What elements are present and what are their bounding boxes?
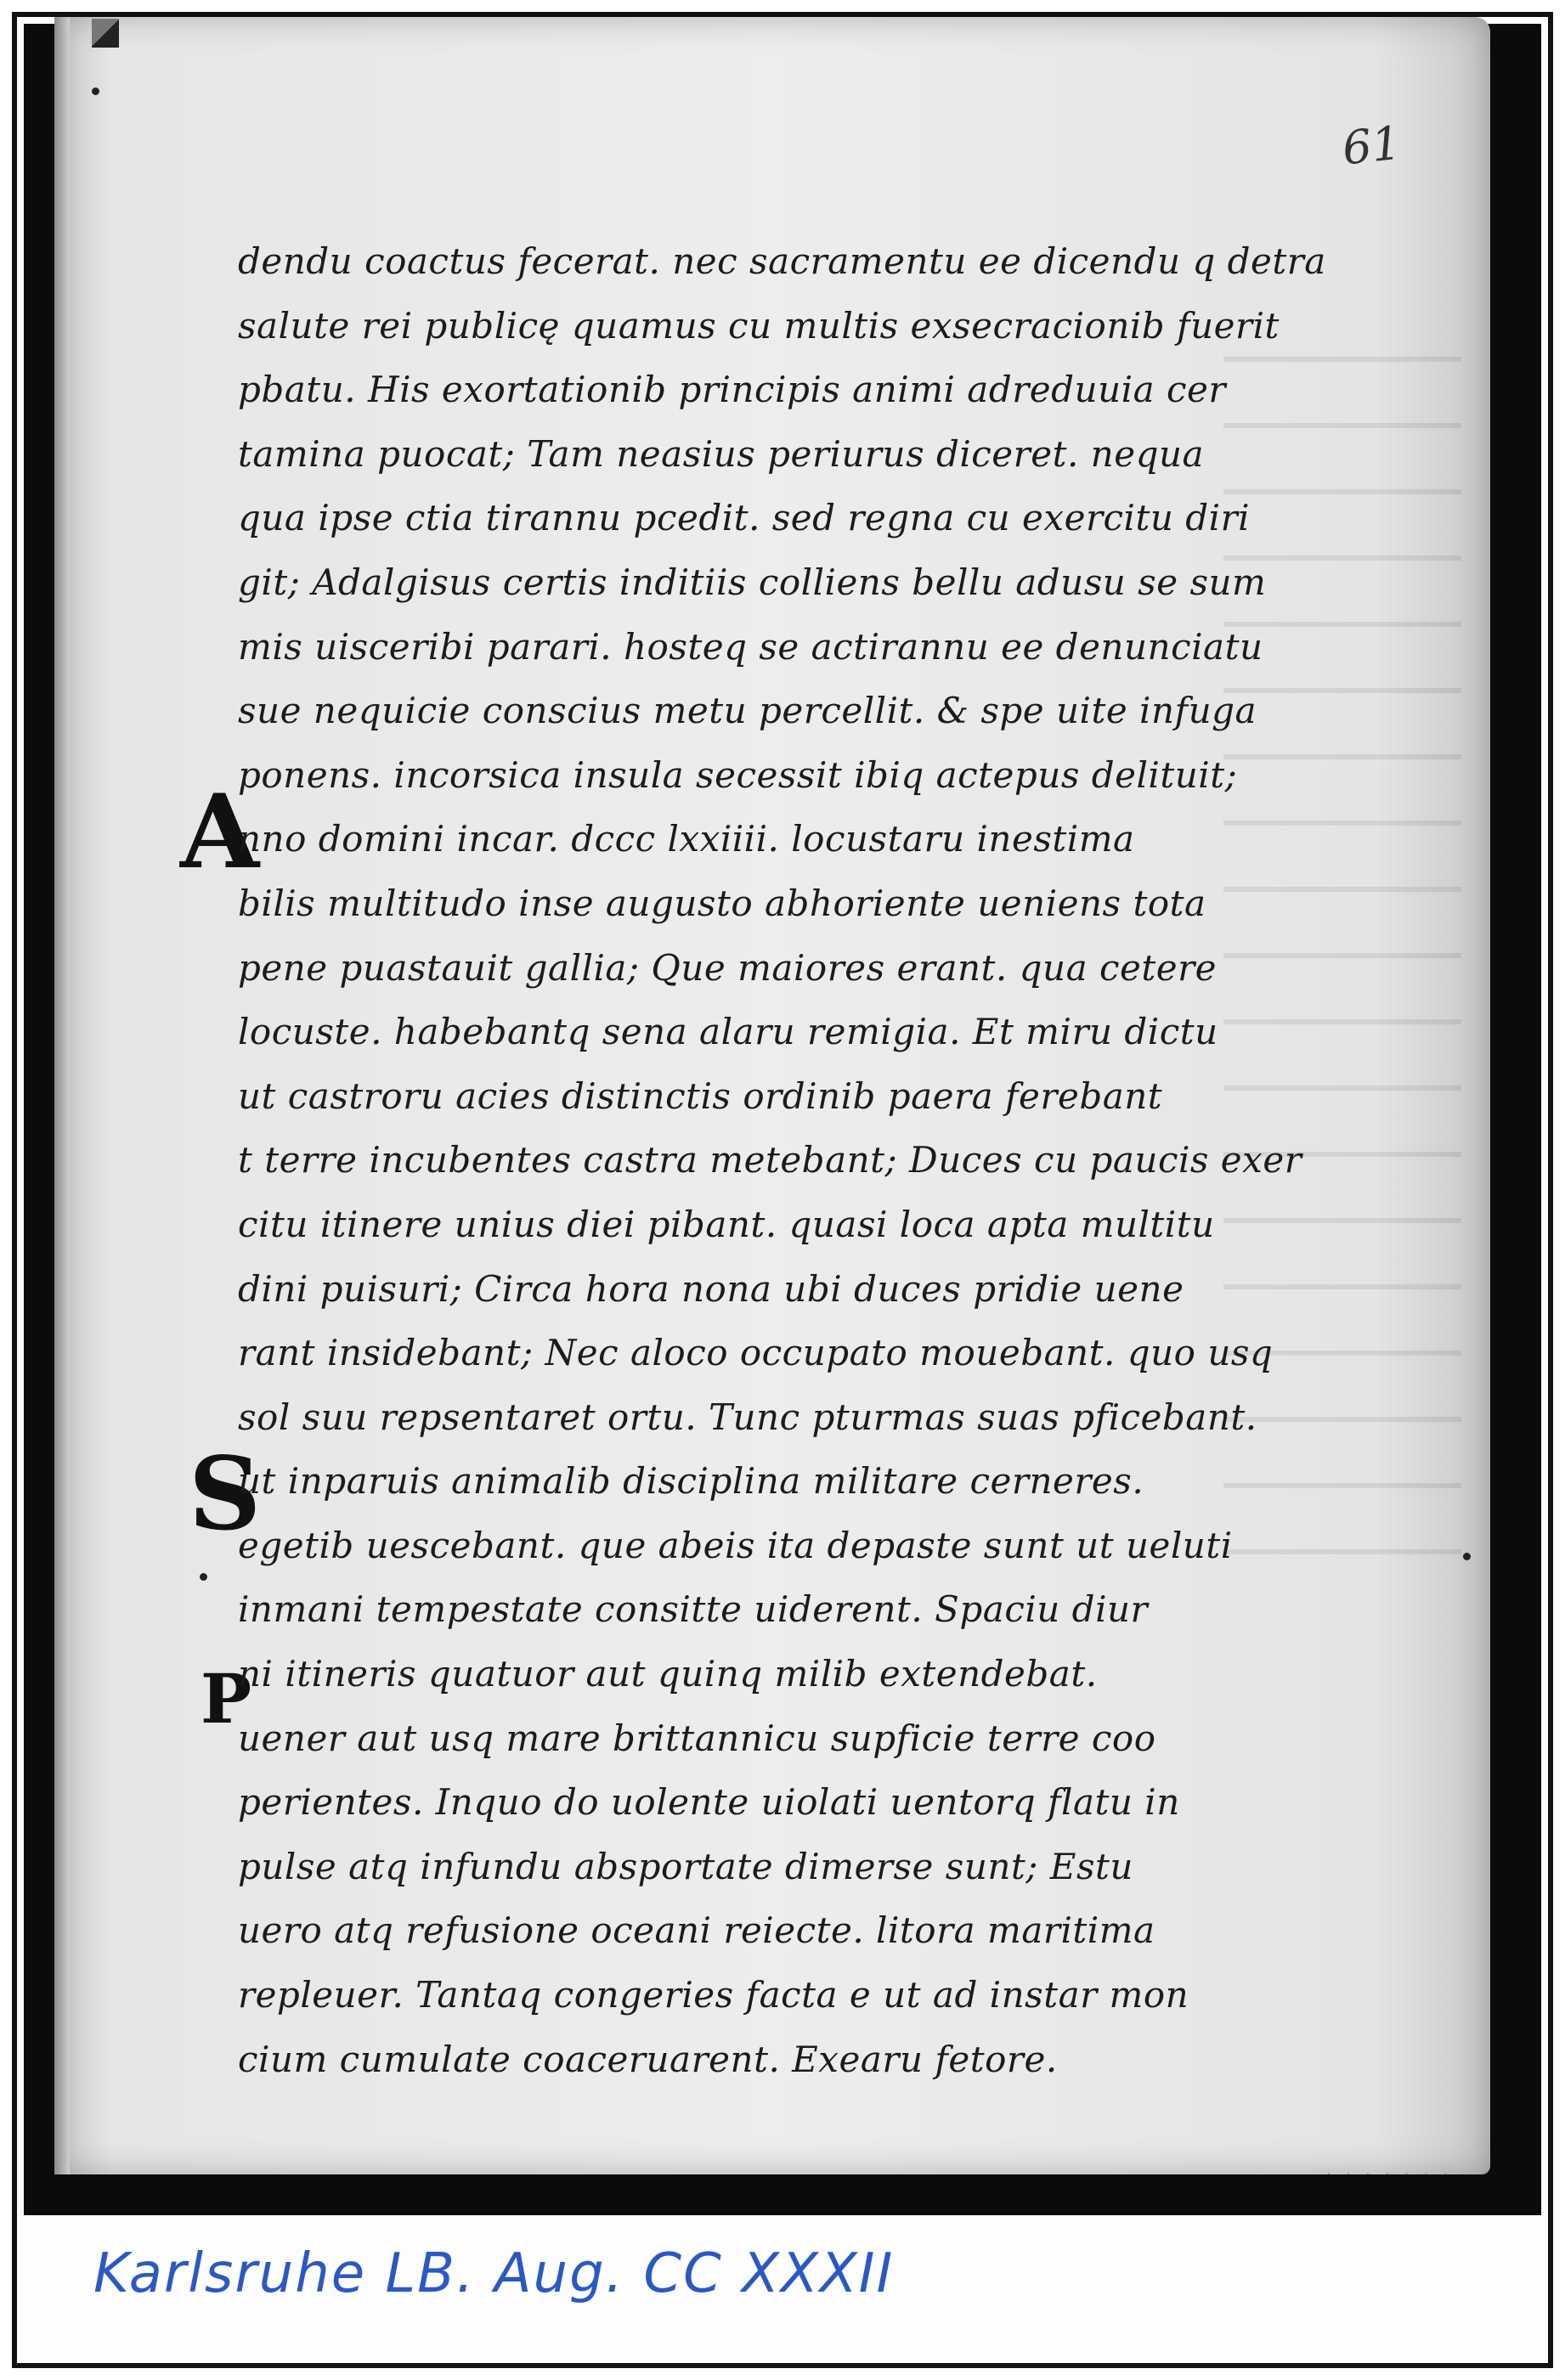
manuscript-line: pulse atq infundu absportate dimerse sunt; Estu (238, 1845, 1133, 1887)
manuscript-line: locuste. habebantq sena alaru remigia. Et miru dictu (238, 1011, 1218, 1053)
manuscript-line: tamina puocat; Tam neasius periurus diceret. nequa (238, 432, 1205, 475)
manuscript-line: sue nequicie conscius metu percellit. & spe uite infuga (238, 690, 1257, 732)
manuscript-line: dendu coactus fecerat. nec sacramentu ee dicendu q detra (238, 240, 1326, 282)
manuscript-line: ut castroru acies distinctis ordinib paera ferebant (238, 1074, 1163, 1117)
initial-a: A (180, 772, 260, 892)
shelfmark-caption: Karlsruhe LB. Aug. CC XXXII (93, 2242, 895, 2305)
manuscript-line: git; Adalgisus certis inditiis colliens bellu adusu se sum (238, 561, 1267, 603)
manuscript-line: perientes. Inquo do uolente uiolati uentorq flatu in (238, 1781, 1180, 1824)
manuscript-line: egetib uescebant. que abeis ita depaste sunt ut ueluti (238, 1524, 1233, 1566)
manuscript-line: bilis multitudo inse augusto abhoriente ueniens tota (238, 882, 1206, 924)
initial-s: S (189, 1435, 262, 1553)
manuscript-line: ponens. incorsica insula secessit ibiq actepus delituit; (238, 753, 1238, 796)
manuscript-line: inmani tempestate consitte uiderent. Spaciu diur (238, 1588, 1149, 1631)
folio-binding-edge (54, 17, 70, 2174)
initial-p: P (201, 1659, 252, 1739)
margin-dot (1463, 1553, 1471, 1560)
manuscript-line: pbatu. His exortationib principis animi adreduuia cer (238, 369, 1226, 411)
margin-dot (92, 87, 99, 95)
manuscript-line: cium cumulate coaceruarent. Exearu fetore. (238, 2038, 1058, 2080)
manuscript-line: mis uisceribi parari. hosteq se actirannu ee denunciatu (238, 625, 1263, 668)
manuscript-line: t terre incubentes castra metebant; Duces cu paucis exer (238, 1139, 1302, 1182)
manuscript-line: sol suu repsentaret ortu. Tunc pturmas suas pficebant. (238, 1396, 1257, 1438)
manuscript-line: uero atq refusione oceani reiecte. litora maritima (238, 1909, 1155, 1952)
manuscript-line: salute rei publicę quamus cu multis exsecracionib fuerit (238, 304, 1280, 347)
corner-tab-mark (92, 19, 119, 48)
manuscript-line: ni itineris quatuor aut quinq milib extendebat. (238, 1653, 1098, 1695)
manuscript-line: nno domini incar. dccc lxxiiii. locustaru inestima (238, 818, 1135, 860)
manuscript-line: ut inparuis animalib disciplina militare cerneres. (238, 1460, 1144, 1503)
ruler-marks: · · · · · · · (1325, 2168, 1452, 2181)
manuscript-line: pene puastauit gallia; Que maiores erant. qua cetere (238, 946, 1218, 989)
manuscript-line: dini puisuri; Circa hora nona ubi duces pridie uene (238, 1267, 1184, 1310)
manuscript-text-block (238, 229, 1326, 2091)
margin-dot (200, 1573, 207, 1581)
manuscript-line: rant insidebant; Nec aloco occupato mouebant. quo usq (238, 1332, 1274, 1374)
folio-number: 61 (1339, 116, 1404, 176)
manuscript-line: uener aut usq mare brittannicu supficie terre coo (238, 1717, 1156, 1759)
manuscript-line: citu itinere unius diei pibant. quasi loca apta multitu (238, 1203, 1215, 1245)
manuscript-line: repleuer. Tantaq congeries facta e ut ad instar mon (238, 1974, 1189, 2016)
manuscript-line: qua ipse ctia tirannu pcedit. sed regna cu exercitu diri (238, 497, 1251, 539)
